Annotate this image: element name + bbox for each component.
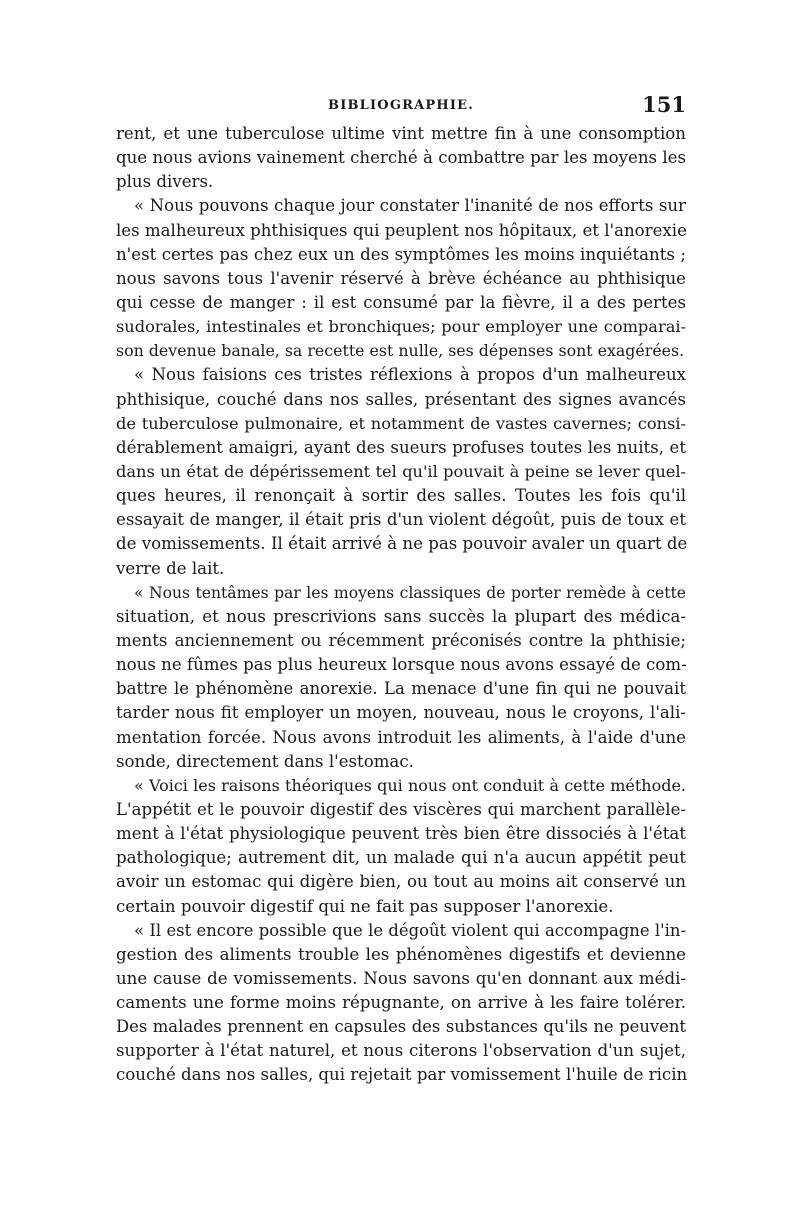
text-line: « Voici les raisons théoriques qui nous ont conduit à cette méthode. <box>134 775 686 795</box>
text-line: situation, et nous prescrivions sans succès la plupart des médica- <box>116 606 686 626</box>
text-line: nous savons tous l'avenir réservé à brève échéance au phthisique <box>116 268 686 288</box>
text-line: qui cesse de manger : il est consumé par la fièvre, il a des pertes <box>116 292 686 312</box>
body-text <box>116 122 686 1088</box>
text-line: ques heures, il renonçait à sortir des salles. Toutes les fois qu'il <box>116 486 686 506</box>
text-line: ment à l'état physiologique peuvent très bien être dissociés à l'état <box>116 824 686 844</box>
running-title: BIBLIOGRAPHIE. <box>328 98 474 113</box>
text-line: mentation forcée. Nous avons introduit les aliments, à l'aide d'une <box>116 727 686 747</box>
text-line: pathologique; autrement dit, un malade qui n'a aucun appétit peut <box>116 848 686 868</box>
text-line: de tuberculose pulmonaire, et notamment de vastes cavernes; consi- <box>116 413 686 433</box>
running-head <box>116 92 686 122</box>
text-line: nous ne fûmes pas plus heureux lorsque nous avons essayé de com- <box>116 655 687 675</box>
text-line: « Nous faisions ces tristes réflexions à propos d'un malheureux <box>134 365 686 385</box>
text-line: ments anciennement ou récemment préconisés contre la phthisie; <box>116 630 686 650</box>
text-line: gestion des aliments trouble les phénomènes digestifs et devienne <box>116 944 686 964</box>
text-line: tarder nous fit employer un moyen, nouveau, nous le croyons, l'ali- <box>116 703 686 723</box>
text-line: couché dans nos salles, qui rejetait par vomissement l'huile de ricin <box>116 1065 688 1085</box>
text-line: verre de lait. <box>116 558 225 578</box>
text-line: de vomissements. Il était arrivé à ne pas pouvoir avaler un quart de <box>116 534 688 554</box>
text-line: dérablement amaigri, ayant des sueurs profuses toutes les nuits, et <box>116 437 686 457</box>
text-line: battre le phénomène anorexie. La menace d'une fin qui ne pouvait <box>116 679 686 699</box>
text-line: essayait de manger, il était pris d'un violent dégoût, puis de toux et <box>116 510 686 530</box>
text-line: « Il est encore possible que le dégoût violent qui accompagne l'in- <box>134 920 686 940</box>
text-line: que nous avions vainement cherché à combattre par les moyens les <box>116 148 686 168</box>
text-line: certain pouvoir digestif qui ne fait pas supposer l'anorexie. <box>116 896 614 916</box>
text-line: rent, et une tuberculose ultime vint mettre fin à une consomption <box>116 124 686 143</box>
text-line: Des malades prennent en capsules des substances qu'ils ne peuvent <box>116 1017 686 1037</box>
text-line: supporter à l'état naturel, et nous citerons l'observation d'un sujet, <box>116 1041 686 1061</box>
text-line: caments une forme moins répugnante, on arrive à les faire tolérer. <box>116 993 686 1013</box>
text-line: les malheureux phthisiques qui peuplent nos hôpitaux, et l'anorexie <box>116 220 687 240</box>
text-line: sonde, directement dans l'estomac. <box>116 751 414 771</box>
text-line: « Nous tentâmes par les moyens classiques de porter remède à cette <box>134 583 686 602</box>
text-line: dans un état de dépérissement tel qu'il pouvait à peine se lever quel- <box>116 461 686 481</box>
text-line: n'est certes pas chez eux un des symptômes les moins inquiétants ; <box>116 244 686 264</box>
text-line: son devenue banale, sa recette est nulle, ses dépenses sont exagérées. <box>116 341 685 361</box>
text-line: L'appétit et le pouvoir digestif des viscères qui marchent parallèle- <box>116 799 686 819</box>
text-line: avoir un estomac qui digère bien, ou tout au moins ait conservé un <box>116 872 686 892</box>
text-line: sudorales, intestinales et bronchiques; pour employer une comparai- <box>116 317 686 337</box>
text-line: plus divers. <box>116 172 214 192</box>
text-line: phthisique, couché dans nos salles, présentant des signes avancés <box>116 389 686 409</box>
page-number: 151 <box>642 92 686 117</box>
text-line: une cause de vomissements. Nous savons qu'en donnant aux médi- <box>116 968 686 988</box>
text-line: « Nous pouvons chaque jour constater l'inanité de nos efforts sur <box>134 196 686 216</box>
